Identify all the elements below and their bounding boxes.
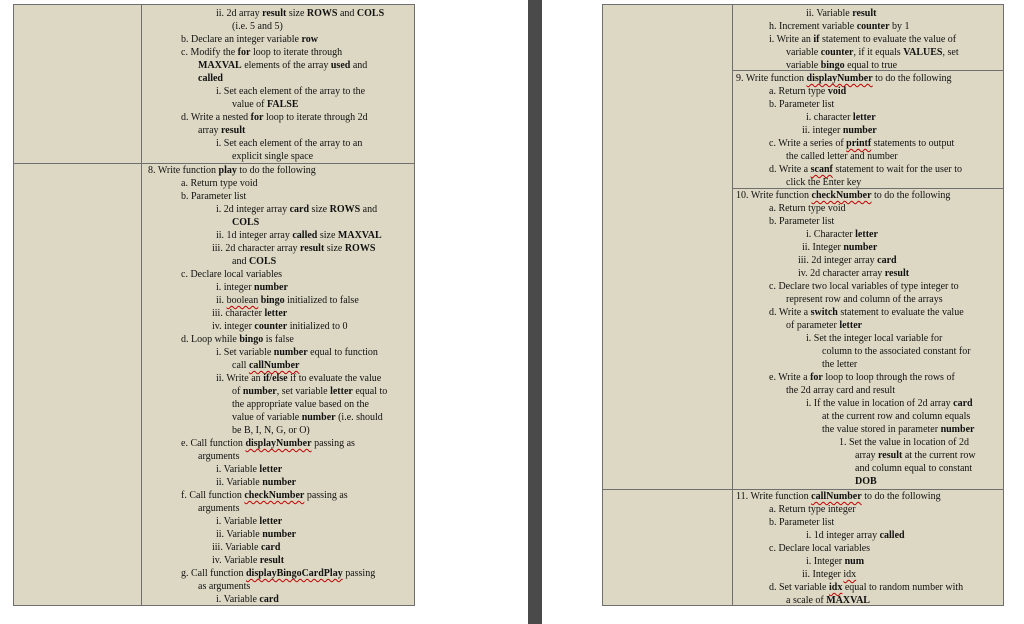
line-text: equal to bbox=[352, 386, 388, 397]
text-line bbox=[216, 138, 362, 151]
line-text: ii. bbox=[216, 295, 227, 306]
bold-term: result bbox=[262, 8, 287, 19]
text-line bbox=[786, 151, 898, 164]
line-text: b. Parameter list bbox=[181, 191, 247, 202]
function-name: callNumber bbox=[811, 491, 862, 502]
line-text: click the Enter key bbox=[786, 177, 862, 188]
text-line bbox=[855, 463, 972, 476]
line-text: d. Set variable bbox=[769, 582, 829, 593]
left-column-divider bbox=[141, 4, 142, 606]
text-line bbox=[181, 191, 246, 204]
line-text: arguments bbox=[198, 451, 240, 462]
line-text: passing as bbox=[311, 438, 355, 449]
bold-term: called bbox=[198, 73, 223, 84]
line-text: the appropriate value based on the bbox=[232, 399, 369, 410]
text-line bbox=[769, 86, 846, 99]
bold-term: bingo bbox=[260, 295, 285, 306]
text-line bbox=[232, 151, 313, 164]
line-text: a. Return type integer bbox=[769, 504, 856, 515]
text-line bbox=[198, 581, 250, 594]
bold-term: MAXVAL bbox=[337, 230, 382, 241]
bold-term: bingo bbox=[820, 60, 845, 71]
line-text: to do the following bbox=[236, 165, 316, 176]
bold-term: FALSE bbox=[267, 99, 299, 110]
bold-term: number bbox=[262, 529, 297, 540]
text-line bbox=[198, 451, 239, 464]
bold-term: ROWS bbox=[344, 243, 376, 254]
bold-term: counter bbox=[856, 21, 890, 32]
text-line bbox=[181, 34, 318, 47]
line-text: ii. Integer bbox=[802, 569, 844, 580]
line-text: a. Return type bbox=[769, 86, 828, 97]
bold-term: bingo bbox=[239, 334, 264, 345]
function-name: checkNumber bbox=[811, 190, 872, 201]
line-text: ii. Variable bbox=[216, 477, 263, 488]
line-text: loop to iterate through bbox=[250, 47, 343, 58]
line-text: value of bbox=[232, 99, 267, 110]
bold-term: if bbox=[813, 34, 820, 45]
bold-term: counter bbox=[820, 47, 854, 58]
text-line bbox=[802, 569, 856, 582]
line-text: equal to true bbox=[844, 60, 898, 71]
line-text: ii. Write an bbox=[216, 373, 264, 384]
function-name: scanf bbox=[810, 164, 833, 175]
bold-term: result bbox=[300, 243, 325, 254]
line-text: ii. integer bbox=[802, 125, 843, 136]
text-line bbox=[802, 125, 877, 138]
line-text: b. Declare an integer variable bbox=[181, 34, 302, 45]
bold-term: switch bbox=[810, 307, 838, 318]
text-line bbox=[806, 229, 878, 242]
line-text: i. Variable bbox=[216, 516, 260, 527]
line-text: , if it equals bbox=[853, 47, 904, 58]
text-line bbox=[736, 190, 950, 203]
line-text: column to the associated constant for bbox=[822, 346, 971, 357]
line-text: and bbox=[337, 8, 357, 19]
bold-term: number bbox=[842, 125, 877, 136]
text-line bbox=[839, 437, 969, 450]
text-line bbox=[232, 386, 387, 399]
text-line bbox=[232, 425, 310, 438]
text-line bbox=[216, 204, 377, 217]
bold-term: DOB bbox=[855, 476, 877, 487]
line-text: i. Set the integer local variable for bbox=[806, 333, 943, 344]
bold-term: result bbox=[884, 268, 910, 279]
line-text: size bbox=[309, 204, 330, 215]
text-line bbox=[769, 203, 846, 216]
line-text: i. Integer bbox=[806, 556, 845, 567]
text-line bbox=[181, 47, 342, 60]
bold-term: letter bbox=[259, 516, 283, 527]
text-line bbox=[232, 217, 259, 230]
text-line bbox=[216, 373, 381, 386]
text-line bbox=[786, 595, 870, 608]
line-text: size bbox=[317, 230, 338, 241]
text-line bbox=[216, 464, 282, 477]
bold-term: called bbox=[879, 530, 905, 541]
bold-term: row bbox=[301, 34, 318, 45]
bold-term: VALUES bbox=[903, 47, 943, 58]
line-text: g. Call function bbox=[181, 568, 246, 579]
bold-term: for bbox=[810, 372, 823, 383]
line-text: passing as bbox=[304, 490, 348, 501]
line-text: to do the following bbox=[871, 190, 951, 201]
text-line bbox=[769, 372, 955, 385]
line-text: (i.e. 5 and 5) bbox=[232, 21, 283, 32]
bold-term: letter bbox=[264, 308, 288, 319]
bold-term: card bbox=[877, 255, 897, 266]
function-name: displayBingoCardPlay bbox=[246, 568, 343, 579]
text-line bbox=[822, 346, 971, 359]
line-text: i. Write an bbox=[769, 34, 814, 45]
text-line bbox=[232, 360, 299, 373]
line-text: statement to wait for the user to bbox=[832, 164, 962, 175]
text-line bbox=[769, 164, 962, 177]
right-column-divider bbox=[732, 4, 733, 606]
line-text: 1. Set the value in location of 2d bbox=[839, 437, 969, 448]
line-text: a scale of bbox=[786, 595, 827, 606]
bold-term: result bbox=[878, 450, 903, 461]
line-text: i. Set each element of the array to an bbox=[216, 138, 363, 149]
text-line bbox=[855, 450, 976, 463]
line-text: , set bbox=[942, 47, 959, 58]
bold-term: result bbox=[852, 8, 877, 19]
text-line bbox=[769, 216, 834, 229]
text-line bbox=[216, 529, 296, 542]
spellcheck-term: idx bbox=[843, 569, 857, 580]
bold-term: called bbox=[292, 230, 318, 241]
bold-term: number bbox=[254, 282, 288, 293]
text-line bbox=[786, 294, 943, 307]
text-line bbox=[806, 333, 942, 346]
text-line bbox=[216, 86, 365, 99]
line-text: c. Declare two local variables of type integer to bbox=[769, 281, 959, 292]
text-line bbox=[212, 243, 375, 256]
line-text: iv. Variable bbox=[212, 555, 260, 566]
text-line bbox=[181, 334, 294, 347]
line-text: equal to function bbox=[307, 347, 378, 358]
text-line bbox=[769, 307, 964, 320]
line-text: ii. 1d integer array bbox=[216, 230, 293, 241]
bold-term: for bbox=[250, 112, 264, 123]
text-line bbox=[786, 177, 861, 190]
text-line bbox=[148, 165, 316, 178]
bold-term: number bbox=[301, 412, 336, 423]
line-text: the 2d array card and result bbox=[786, 385, 896, 396]
text-line bbox=[855, 476, 877, 489]
right-row-divider-2 bbox=[732, 188, 1004, 189]
bold-term: COLS bbox=[248, 256, 277, 267]
line-text: if to evaluate the value bbox=[287, 373, 382, 384]
line-text: i. Set each element of the array to the bbox=[216, 86, 366, 97]
line-text: 10. Write function bbox=[736, 190, 812, 201]
text-line bbox=[769, 281, 959, 294]
text-line bbox=[736, 491, 941, 504]
text-line bbox=[198, 60, 367, 73]
line-text: loop to iterate through 2d bbox=[263, 112, 368, 123]
text-line bbox=[181, 178, 258, 191]
text-line bbox=[216, 594, 279, 607]
line-text: a. Return type void bbox=[181, 178, 258, 189]
text-line bbox=[198, 125, 245, 138]
line-text: and bbox=[360, 204, 378, 215]
bold-term: card bbox=[260, 542, 281, 553]
line-text: a. Return type void bbox=[769, 203, 846, 214]
line-text: statements to output bbox=[871, 138, 955, 149]
line-text: variable bbox=[786, 47, 821, 58]
text-line bbox=[216, 295, 359, 308]
line-text: explicit single space bbox=[232, 151, 314, 162]
line-text: iii. Variable bbox=[212, 542, 261, 553]
line-text: d. Loop while bbox=[181, 334, 240, 345]
bold-term: number bbox=[273, 347, 308, 358]
function-name: idx bbox=[828, 582, 843, 593]
line-text: of bbox=[232, 386, 243, 397]
bold-term: result bbox=[259, 555, 285, 566]
function-name: callNumber bbox=[248, 360, 300, 371]
left-row-divider bbox=[13, 163, 415, 164]
text-line bbox=[769, 138, 954, 151]
text-line bbox=[769, 543, 870, 556]
line-text: e. Write a bbox=[769, 372, 811, 383]
line-text: as arguments bbox=[198, 581, 251, 592]
text-line bbox=[786, 320, 862, 333]
line-text: by 1 bbox=[889, 21, 910, 32]
bold-term: letter bbox=[855, 229, 878, 240]
text-line bbox=[798, 255, 897, 268]
line-text: i. Variable bbox=[216, 464, 260, 475]
line-text: to do the following bbox=[872, 73, 952, 84]
line-text: h. Increment variable bbox=[769, 21, 857, 32]
bold-term: letter bbox=[839, 320, 863, 331]
line-text: size bbox=[324, 243, 345, 254]
right-row-divider-3 bbox=[602, 489, 1004, 490]
line-text: c. Declare local variables bbox=[769, 543, 871, 554]
line-text: i. 1d integer array bbox=[806, 530, 880, 541]
text-line bbox=[769, 99, 834, 112]
text-line bbox=[769, 517, 834, 530]
line-text: c. Write a series of bbox=[769, 138, 847, 149]
text-line bbox=[822, 424, 974, 437]
line-text: to do the following bbox=[861, 491, 941, 502]
bold-term: card bbox=[259, 594, 279, 605]
text-line bbox=[181, 269, 282, 282]
text-line bbox=[181, 568, 375, 581]
line-text: iv. 2d character array bbox=[798, 268, 885, 279]
text-line bbox=[802, 242, 877, 255]
line-text: represent row and column of the arrays bbox=[786, 294, 943, 305]
bold-term: ROWS bbox=[306, 8, 338, 19]
line-text: array bbox=[198, 125, 222, 136]
line-text: ii. Variable bbox=[806, 8, 853, 19]
line-text: value of variable bbox=[232, 412, 302, 423]
line-text: iii. 2d integer array bbox=[798, 255, 878, 266]
bold-term: play bbox=[218, 165, 237, 176]
line-text: iv. integer bbox=[212, 321, 255, 332]
text-line bbox=[216, 8, 384, 21]
text-line bbox=[822, 411, 970, 424]
text-line bbox=[212, 308, 287, 321]
bold-term: used bbox=[330, 60, 351, 71]
line-text: and bbox=[350, 60, 368, 71]
text-line bbox=[806, 530, 905, 543]
line-text: d. Write a nested bbox=[181, 112, 251, 123]
line-text: elements of the array bbox=[241, 60, 331, 71]
line-text: , set variable bbox=[276, 386, 331, 397]
line-text: and column equal to constant bbox=[855, 463, 973, 474]
text-line bbox=[786, 385, 895, 398]
text-line bbox=[198, 73, 223, 86]
line-text: e. Call function bbox=[181, 438, 246, 449]
text-line bbox=[232, 412, 383, 425]
line-text: call bbox=[232, 360, 249, 371]
line-text: 11. Write function bbox=[736, 491, 812, 502]
bold-term: void bbox=[827, 86, 847, 97]
bold-term: number bbox=[262, 477, 297, 488]
text-line bbox=[216, 282, 288, 295]
line-text: and bbox=[232, 256, 249, 267]
bold-term: if/else bbox=[263, 373, 288, 384]
text-line bbox=[232, 21, 283, 34]
line-text: b. Parameter list bbox=[769, 99, 835, 110]
text-line bbox=[806, 398, 973, 411]
bold-term: num bbox=[844, 556, 865, 567]
bold-term: COLS bbox=[232, 217, 260, 228]
bold-term: number bbox=[940, 424, 975, 435]
line-text: ii. 2d array bbox=[216, 8, 263, 19]
line-text: iii. character bbox=[212, 308, 265, 319]
line-text: ii. Variable bbox=[216, 529, 263, 540]
text-line bbox=[806, 556, 864, 569]
line-text: ii. Integer bbox=[802, 242, 844, 253]
bold-term: MAXVAL bbox=[826, 595, 870, 606]
bold-term: number bbox=[843, 242, 878, 253]
text-line bbox=[232, 256, 276, 269]
line-text: b. Parameter list bbox=[769, 216, 835, 227]
line-text: d. Write a bbox=[769, 307, 811, 318]
text-line bbox=[786, 47, 959, 60]
line-text: statement to evaluate the value bbox=[837, 307, 964, 318]
text-line bbox=[232, 99, 299, 112]
bold-term: card bbox=[953, 398, 973, 409]
line-text: c. Declare local variables bbox=[181, 269, 283, 280]
text-line bbox=[181, 438, 355, 451]
bold-term: letter bbox=[259, 464, 283, 475]
text-line bbox=[181, 490, 348, 503]
text-line bbox=[198, 503, 239, 516]
text-line bbox=[736, 73, 952, 86]
line-text: 9. Write function bbox=[736, 73, 807, 84]
text-line bbox=[769, 34, 956, 47]
line-text: the called letter and number bbox=[786, 151, 898, 162]
bold-term: MAXVAL bbox=[198, 60, 242, 71]
line-text: i. integer bbox=[216, 282, 255, 293]
line-text: passing bbox=[342, 568, 376, 579]
line-text: b. Parameter list bbox=[769, 517, 835, 528]
page-separator bbox=[528, 0, 542, 624]
bold-term: number bbox=[242, 386, 277, 397]
line-text: is false bbox=[263, 334, 294, 345]
function-name: printf bbox=[846, 138, 872, 149]
text-line bbox=[769, 504, 856, 517]
text-line bbox=[798, 268, 909, 281]
bold-term: card bbox=[289, 204, 310, 215]
line-text: array bbox=[855, 450, 879, 461]
line-text: initialized to 0 bbox=[287, 321, 348, 332]
line-text: at the current row and column equals bbox=[822, 411, 971, 422]
line-text: i. 2d integer array bbox=[216, 204, 290, 215]
line-text: arguments bbox=[198, 503, 240, 514]
text-line bbox=[806, 112, 876, 125]
text-line bbox=[806, 8, 876, 21]
line-text: 8. Write function bbox=[148, 165, 219, 176]
text-line bbox=[232, 399, 369, 412]
bold-term: result bbox=[221, 125, 246, 136]
text-line bbox=[212, 555, 284, 568]
line-text: i. character bbox=[806, 112, 853, 123]
spellcheck-term: boolean bbox=[226, 295, 259, 306]
line-text: i. Set variable bbox=[216, 347, 274, 358]
text-line bbox=[822, 359, 857, 372]
line-text: i. Variable bbox=[216, 594, 260, 605]
line-text: initialized to false bbox=[284, 295, 359, 306]
line-text: the letter bbox=[822, 359, 858, 370]
function-name: displayNumber bbox=[806, 73, 873, 84]
line-text: the value stored in parameter bbox=[822, 424, 941, 435]
function-name: displayNumber bbox=[245, 438, 312, 449]
line-text: loop to loop through the rows of bbox=[822, 372, 955, 383]
bold-term: letter bbox=[852, 112, 876, 123]
line-text: f. Call function bbox=[181, 490, 245, 501]
line-text: at the current row bbox=[902, 450, 976, 461]
line-text: of parameter bbox=[786, 320, 840, 331]
text-line bbox=[216, 230, 382, 243]
line-text: size bbox=[286, 8, 307, 19]
text-line bbox=[216, 347, 378, 360]
bold-term: ROWS bbox=[329, 204, 361, 215]
text-line bbox=[216, 477, 296, 490]
text-line bbox=[212, 321, 347, 334]
line-text: statement to evaluate the value of bbox=[819, 34, 957, 45]
line-text: d. Write a bbox=[769, 164, 811, 175]
bold-term: counter bbox=[254, 321, 288, 332]
bold-term: COLS bbox=[356, 8, 385, 19]
text-line bbox=[181, 112, 368, 125]
text-line bbox=[769, 21, 910, 34]
text-line bbox=[769, 582, 963, 595]
line-text: iii. 2d character array bbox=[212, 243, 301, 254]
line-text: be B, I, N, G, or O) bbox=[232, 425, 310, 436]
line-text: variable bbox=[786, 60, 821, 71]
line-text: c. Modify the bbox=[181, 47, 238, 58]
text-line bbox=[216, 516, 282, 529]
text-line bbox=[786, 60, 897, 73]
line-text: equal to random number with bbox=[842, 582, 964, 593]
text-line bbox=[212, 542, 280, 555]
line-text: (i.e. should bbox=[335, 412, 383, 423]
line-text: i. If the value in location of 2d array bbox=[806, 398, 954, 409]
function-name: checkNumber bbox=[244, 490, 305, 501]
line-text: i. Character bbox=[806, 229, 856, 240]
bold-term: for bbox=[237, 47, 251, 58]
bold-term: letter bbox=[330, 386, 353, 397]
